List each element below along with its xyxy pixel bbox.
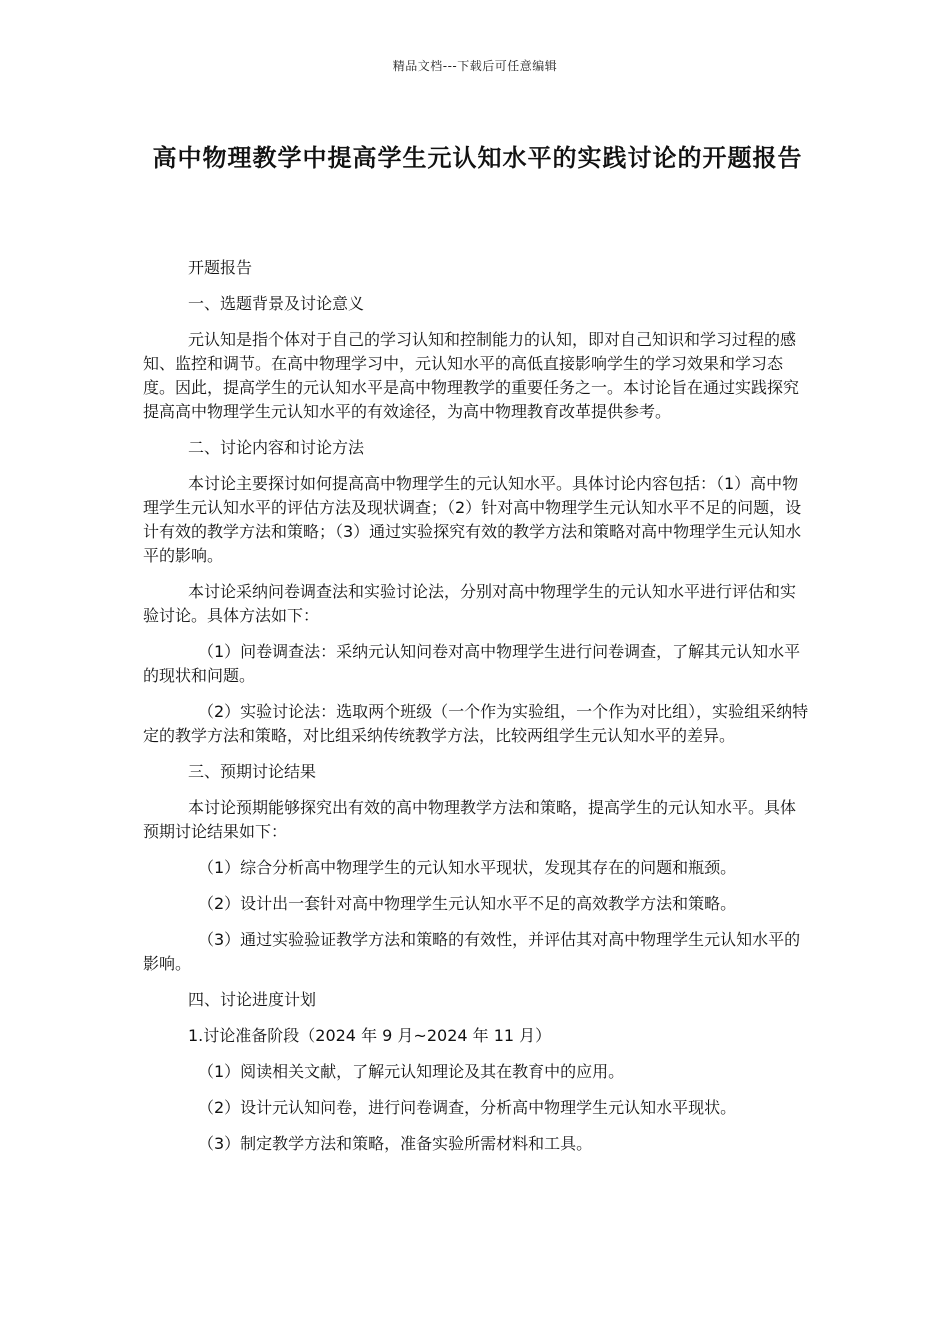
- plan-item: （1）阅读相关文献，了解元认知理论及其在教育中的应用。: [198, 1062, 625, 1081]
- body-paragraph: 本讨论主要探讨如何提高高中物理学生的元认知水平。具体讨论内容包括：（1）高中物理学生元认知水平的评估方法及现状调查；（2）针对高中物理学生元认知水平不足的问题，设计有效的教学方法和策略；（3）通过实验探究有效的教学方法和策略对高中物理学生元认知水平的影响。: [143, 474, 802, 565]
- header-note: 精品文档---下载后可任意编辑: [392, 59, 558, 73]
- section-heading-1: 一、选题背景及讨论意义: [188, 294, 365, 313]
- body-paragraph: 本讨论采纳问卷调查法和实验讨论法，分别对高中物理学生的元认知水平进行评估和实验讨论。具体方法如下：: [143, 582, 797, 625]
- method-item: （2）实验讨论法：选取两个班级（一个作为实验组，一个作为对比组），实验组采纳特定的教学方法和策略，对比组采纳传统教学方法，比较两组学生元认知水平的差异。: [143, 702, 809, 745]
- method-item: （1）问卷调查法：采纳元认知问卷对高中物理学生进行问卷调查，了解其元认知水平的现状和问题。: [143, 642, 801, 685]
- report-label: 开题报告: [188, 258, 253, 277]
- section-heading-2: 二、讨论内容和讨论方法: [188, 438, 365, 457]
- section-heading-4: 四、讨论进度计划: [188, 990, 317, 1009]
- plan-item: （2）设计元认知问卷，进行问卷调查，分析高中物理学生元认知水平现状。: [198, 1098, 737, 1117]
- plan-item: （3）制定教学方法和策略，准备实验所需材料和工具。: [198, 1134, 593, 1153]
- phase-heading: 1.讨论准备阶段（2024 年 9 月~2024 年 11 月）: [188, 1026, 552, 1045]
- result-item: （2）设计出一套针对高中物理学生元认知水平不足的高效教学方法和策略。: [198, 894, 737, 913]
- result-item: （3）通过实验验证教学方法和策略的有效性，并评估其对高中物理学生元认知水平的影响。: [143, 930, 801, 973]
- body-paragraph: 本讨论预期能够探究出有效的高中物理教学方法和策略，提高学生的元认知水平。具体预期讨论结果如下：: [143, 798, 797, 841]
- document-body: [143, 256, 811, 1168]
- document-title: 高中物理教学中提高学生元认知水平的实践讨论的开题报告: [152, 144, 803, 172]
- body-paragraph: 元认知是指个体对于自己的学习认知和控制能力的认知，即对自己知识和学习过程的感知、监控和调节。在高中物理学习中，元认知水平的高低直接影响学生的学习效果和学习态度。因此，提高学生的元认知水平是高中物理教学的重要任务之一。本讨论旨在通过实践探究提高高中物理学生元认知水平的有效途径，为高中物理教育改革提供参考。: [143, 330, 800, 421]
- section-heading-3: 三、预期讨论结果: [188, 762, 317, 781]
- result-item: （1）综合分析高中物理学生的元认知水平现状，发现其存在的问题和瓶颈。: [198, 858, 737, 877]
